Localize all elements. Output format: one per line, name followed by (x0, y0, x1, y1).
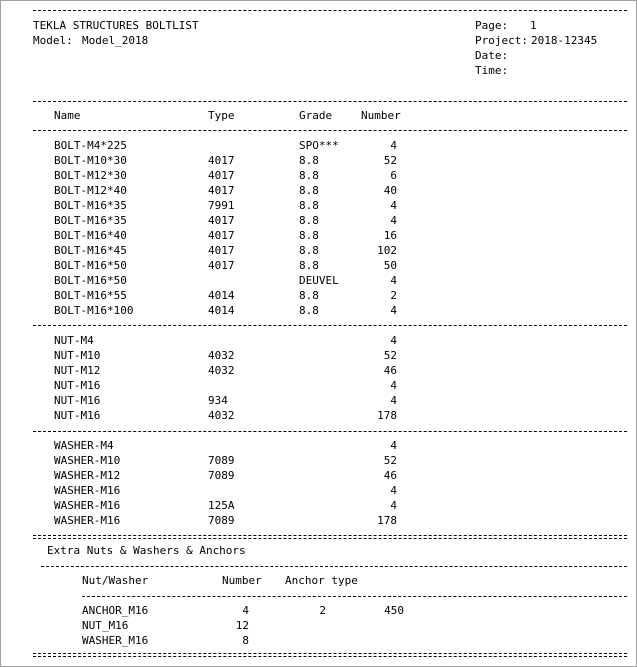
row-grade: 8.8 (299, 244, 319, 257)
row-type: 4017 (208, 169, 235, 182)
extra-title: Extra Nuts & Washers & Anchors (47, 544, 246, 557)
row-number: 4 (390, 499, 397, 512)
row-number: 40 (383, 184, 397, 197)
extra-row-name: ANCHOR_M16 (82, 604, 149, 617)
row-name: WASHER-M12 (54, 469, 121, 482)
row-number: 52 (383, 154, 397, 167)
column-number: Number (361, 109, 401, 122)
row-number: 4 (390, 379, 397, 392)
row-number: 46 (383, 364, 397, 377)
row-grade: 8.8 (299, 154, 319, 167)
row-name: WASHER-M16 (54, 514, 121, 527)
row-number: 4 (390, 139, 397, 152)
extra-row-value: 450 (384, 604, 404, 617)
page-value: 1 (530, 19, 537, 32)
extra-header-top-rule (41, 566, 627, 567)
row-number: 46 (383, 469, 397, 482)
row-number: 178 (377, 409, 397, 422)
row-name: BOLT-M16*45 (54, 244, 127, 257)
row-grade: 8.8 (299, 289, 319, 302)
row-type: 7089 (208, 514, 235, 527)
row-type: 4017 (208, 259, 235, 272)
extra-column-anchor-type: Anchor type (285, 574, 358, 587)
row-number: 16 (383, 229, 397, 242)
row-type: 7089 (208, 469, 235, 482)
model-value: Model_2018 (82, 34, 149, 47)
row-type: 4017 (208, 214, 235, 227)
row-name: NUT-M16 (54, 409, 101, 422)
row-number: 4 (390, 394, 397, 407)
extra-row-anchor-type: 2 (319, 604, 326, 617)
bolts-nuts-rule (33, 325, 627, 326)
report-title: TEKLA STRUCTURES BOLTLIST (33, 19, 199, 32)
row-type: 934 (208, 394, 228, 407)
date-label: Date: (475, 49, 509, 62)
extra-double-rule (33, 535, 627, 539)
column-type: Type (208, 109, 235, 122)
row-number: 2 (390, 289, 397, 302)
nuts-washers-rule (33, 431, 627, 432)
extra-header-bottom-rule (82, 596, 627, 597)
row-name: BOLT-M12*30 (54, 169, 127, 182)
extra-column-nut-washer: Nut/Washer (82, 574, 149, 587)
row-number: 4 (390, 439, 397, 452)
row-name: BOLT-M16*35 (54, 199, 127, 212)
row-name: BOLT-M10*30 (54, 154, 127, 167)
column-header-top-rule (33, 101, 627, 102)
extra-row-number: 8 (242, 634, 249, 647)
row-type: 7089 (208, 454, 235, 467)
row-number: 4 (390, 304, 397, 317)
row-name: BOLT-M16*40 (54, 229, 127, 242)
time-label: Time: (475, 64, 509, 77)
row-type: 4014 (208, 289, 235, 302)
extra-row-name: WASHER_M16 (82, 634, 149, 647)
row-name: BOLT-M16*50 (54, 274, 127, 287)
row-type: 4017 (208, 244, 235, 257)
row-name: WASHER-M16 (54, 484, 121, 497)
extra-row-name: NUT_M16 (82, 619, 129, 632)
row-name: BOLT-M16*50 (54, 259, 127, 272)
row-number: 102 (377, 244, 397, 257)
project-value: 2018-12345 (531, 34, 598, 47)
project-label: Project: (475, 34, 528, 47)
bottom-double-rule (33, 653, 627, 657)
row-grade: 8.8 (299, 259, 319, 272)
row-type: 4017 (208, 229, 235, 242)
row-grade: 8.8 (299, 184, 319, 197)
row-name: BOLT-M16*35 (54, 214, 127, 227)
extra-column-number: Number (222, 574, 262, 587)
row-grade: DEUVEL (299, 274, 339, 287)
row-grade: 8.8 (299, 199, 319, 212)
top-rule (33, 10, 627, 11)
column-name: Name (54, 109, 81, 122)
model-label: Model: (33, 34, 73, 47)
row-type: 125A (208, 499, 235, 512)
row-name: BOLT-M4*225 (54, 139, 127, 152)
extra-row-number: 4 (242, 604, 249, 617)
row-number: 4 (390, 484, 397, 497)
row-type: 4017 (208, 154, 235, 167)
row-name: NUT-M4 (54, 334, 94, 347)
row-name: BOLT-M16*100 (54, 304, 134, 317)
row-name: NUT-M12 (54, 364, 101, 377)
row-grade: SPO*** (299, 139, 339, 152)
row-name: BOLT-M12*40 (54, 184, 127, 197)
row-type: 4032 (208, 349, 235, 362)
row-name: NUT-M16 (54, 379, 101, 392)
row-number: 4 (390, 214, 397, 227)
row-grade: 8.8 (299, 169, 319, 182)
row-number: 50 (383, 259, 397, 272)
row-name: WASHER-M16 (54, 499, 121, 512)
row-name: WASHER-M4 (54, 439, 114, 452)
page-label: Page: (475, 19, 509, 32)
row-grade: 8.8 (299, 304, 319, 317)
row-grade: 8.8 (299, 229, 319, 242)
row-number: 6 (390, 169, 397, 182)
row-type: 4032 (208, 364, 235, 377)
extra-row-number: 12 (235, 619, 249, 632)
row-number: 4 (390, 334, 397, 347)
row-number: 52 (383, 454, 397, 467)
row-number: 4 (390, 274, 397, 287)
row-number: 4 (390, 199, 397, 212)
row-type: 4014 (208, 304, 235, 317)
row-type: 4032 (208, 409, 235, 422)
row-type: 7991 (208, 199, 235, 212)
column-grade: Grade (299, 109, 333, 122)
row-grade: 8.8 (299, 214, 319, 227)
row-name: WASHER-M10 (54, 454, 121, 467)
row-name: BOLT-M16*55 (54, 289, 127, 302)
row-name: NUT-M10 (54, 349, 101, 362)
column-header-bottom-rule (33, 130, 627, 131)
row-number: 178 (377, 514, 397, 527)
row-type: 4017 (208, 184, 235, 197)
row-name: NUT-M16 (54, 394, 101, 407)
row-number: 52 (383, 349, 397, 362)
